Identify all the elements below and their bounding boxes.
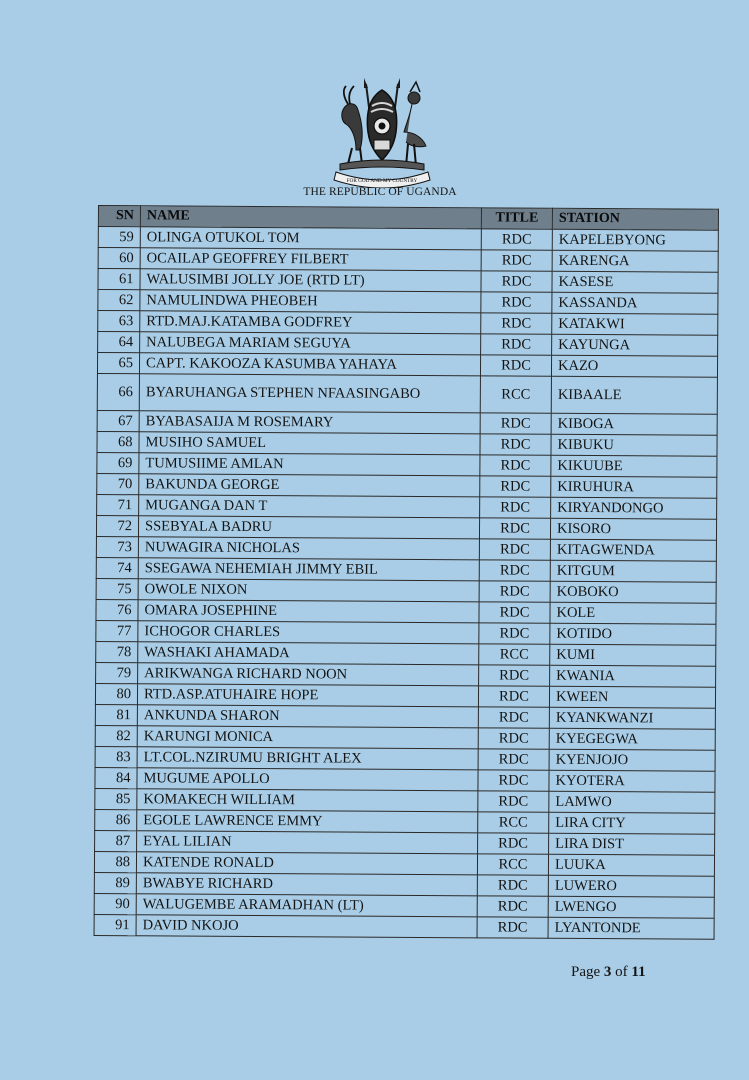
cell-station: KIRYANDONGO [551, 497, 717, 519]
table-row [94, 872, 714, 897]
table-row [94, 851, 714, 876]
cell-station: LWENGO [548, 896, 714, 918]
table-row [98, 227, 718, 252]
cell-station: KATAKWI [552, 313, 718, 335]
cell-title: RDC [481, 250, 552, 271]
cell-station: KAZO [551, 355, 717, 377]
cell-title: RDC [479, 665, 550, 686]
cell-title: RDC [477, 875, 548, 896]
cell-sn: 66 [97, 373, 139, 410]
cell-title: RDC [479, 581, 550, 602]
cell-sn: 71 [97, 494, 139, 515]
column-header-title: TITLE [481, 208, 552, 229]
cell-station: LIRA DIST [549, 833, 715, 855]
cell-sn: 62 [98, 290, 140, 311]
cell-station: KWEEN [549, 686, 715, 708]
cell-station: KISORO [550, 518, 716, 540]
cell-name: KARUNGI MONICA [137, 726, 478, 749]
cell-title: RDC [477, 917, 548, 938]
cell-sn: 67 [97, 410, 139, 431]
cell-sn: 76 [96, 599, 138, 620]
cell-name: NALUBEGA MARIAM SEGUYA [140, 332, 481, 355]
cell-sn: 73 [96, 536, 138, 557]
cell-title: RDC [478, 770, 549, 791]
table-row [94, 914, 714, 939]
cell-station: KAPELEBYONG [552, 229, 718, 251]
cell-sn: 89 [94, 872, 136, 893]
cell-station: KIKUUBE [551, 455, 717, 477]
cell-name: CAPT. KAKOOZA KASUMBA YAHAYA [139, 353, 480, 376]
cell-name: RTD.ASP.ATUHAIRE HOPE [137, 684, 478, 707]
cell-station: LYANTONDE [548, 917, 714, 939]
cell-sn: 87 [95, 830, 137, 851]
cell-sn: 64 [98, 332, 140, 353]
cell-title: RDC [480, 497, 551, 518]
column-header-station: STATION [552, 208, 718, 230]
table-row [98, 311, 718, 336]
table-row [95, 767, 715, 792]
cell-sn: 82 [95, 725, 137, 746]
cell-station: KASESE [552, 271, 718, 293]
cell-sn: 84 [95, 767, 137, 788]
cell-sn: 61 [98, 269, 140, 290]
page-word: Page [571, 964, 601, 980]
table-row [94, 893, 714, 918]
table-row [95, 830, 715, 855]
cell-name: SSEBYALA BADRU [138, 516, 479, 539]
cell-title: RDC [481, 229, 552, 250]
cell-station: KIBOGA [551, 413, 717, 435]
cell-title: RDC [479, 539, 550, 560]
cell-station: KIBAALE [551, 376, 717, 414]
cell-name: EYAL LILIAN [137, 831, 478, 854]
cell-sn: 90 [94, 893, 136, 914]
current-page: 3 [603, 964, 612, 980]
cell-station: KIBUKU [551, 434, 717, 456]
cell-name: BAKUNDA GEORGE [139, 474, 480, 497]
cell-station: KYANKWANZI [549, 707, 715, 729]
table-row [95, 746, 715, 771]
cell-sn: 80 [95, 683, 137, 704]
table-row [97, 473, 717, 498]
table-row [97, 431, 717, 456]
motto-text: FOR GOD AND MY COUNTRY [346, 178, 418, 184]
table-row [98, 290, 718, 315]
table-row [96, 578, 716, 603]
cell-sn: 91 [94, 914, 136, 935]
cell-station: KUMI [550, 644, 716, 666]
cell-sn: 65 [97, 353, 139, 374]
cell-sn: 86 [95, 809, 137, 830]
table-row [98, 269, 718, 294]
cell-station: KARENGA [552, 250, 718, 272]
cell-sn: 77 [96, 620, 138, 641]
cell-title: RDC [478, 791, 549, 812]
cell-title: RDC [481, 292, 552, 313]
cell-sn: 78 [96, 641, 138, 662]
cell-name: OCAILAP GEOFFREY FILBERT [140, 248, 481, 271]
cell-name: WALUSIMBI JOLLY JOE (RTD LT) [140, 269, 481, 292]
table-row [96, 557, 716, 582]
cell-title: RDC [477, 896, 548, 917]
cell-name: OMARA JOSEPHINE [138, 600, 479, 623]
appointments-table [94, 205, 719, 940]
cell-title: RDC [478, 686, 549, 707]
cell-station: KOBOKO [550, 581, 716, 603]
total-pages: 11 [631, 964, 646, 980]
cell-sn: 69 [97, 452, 139, 473]
cell-station: LAMWO [549, 791, 715, 813]
cell-title: RDC [480, 455, 551, 476]
cell-sn: 70 [97, 473, 139, 494]
table-row [96, 515, 716, 540]
cell-name: KATENDE RONALD [136, 852, 477, 875]
table-row [97, 373, 717, 414]
cell-sn: 74 [96, 557, 138, 578]
cell-name: ARIKWANGA RICHARD NOON [138, 663, 479, 686]
table-row [97, 353, 717, 378]
cell-title: RDC [480, 434, 551, 455]
table-row [96, 620, 716, 645]
cell-title: RDC [480, 413, 551, 434]
cell-name: MUGUME APOLLO [137, 768, 478, 791]
cell-name: OLINGA OTUKOL TOM [140, 227, 481, 250]
cell-sn: 63 [98, 311, 140, 332]
cell-title: RCC [480, 376, 551, 413]
cell-station: KYENJOJO [549, 749, 715, 771]
cell-title: RDC [480, 476, 551, 497]
cell-name: DAVID NKOJO [136, 915, 477, 938]
column-header-name: NAME [140, 206, 481, 229]
cell-name: ICHOGOR CHARLES [138, 621, 479, 644]
cell-name: TUMUSIIME AMLAN [139, 453, 480, 476]
cell-station: KIRUHURA [551, 476, 717, 498]
cell-title: RDC [481, 334, 552, 355]
table-row [97, 494, 717, 519]
republic-heading: THE REPUBLIC OF UGANDA [303, 186, 457, 198]
cell-name: RTD.MAJ.KATAMBA GODFREY [140, 311, 481, 334]
cell-name: BYABASAIJA M ROSEMARY [139, 411, 480, 434]
cell-name: LT.COL.NZIRUMU BRIGHT ALEX [137, 747, 478, 770]
cell-title: RCC [478, 812, 549, 833]
cell-title: RDC [478, 728, 549, 749]
cell-station: KASSANDA [552, 292, 718, 314]
cell-title: RDC [479, 518, 550, 539]
cell-name: NUWAGIRA NICHOLAS [138, 537, 479, 560]
cell-name: EGOLE LAWRENCE EMMY [137, 810, 478, 833]
cell-station: KOTIDO [550, 623, 716, 645]
cell-name: KOMAKECH WILLIAM [137, 789, 478, 812]
cell-sn: 83 [95, 746, 137, 767]
cell-name: MUGANGA DAN T [139, 495, 480, 518]
cell-name: BYARUHANGA STEPHEN NFAASINGABO [139, 374, 480, 413]
cell-title: RDC [478, 833, 549, 854]
cell-station: LIRA CITY [549, 812, 715, 834]
page-number [571, 964, 646, 981]
cell-sn: 60 [98, 248, 140, 269]
cell-station: LUWERO [548, 875, 714, 897]
cell-station: KOLE [550, 602, 716, 624]
cell-station: KWANIA [550, 665, 716, 687]
cell-name: BWABYE RICHARD [136, 873, 477, 896]
cell-title: RDC [480, 355, 551, 376]
table-row [96, 641, 716, 666]
cell-title: RDC [478, 707, 549, 728]
table-row [98, 248, 718, 273]
cell-title: RCC [477, 854, 548, 875]
cell-station: LUUKA [548, 854, 714, 876]
table-row [96, 599, 716, 624]
cell-sn: 79 [96, 662, 138, 683]
cell-title: RCC [479, 644, 550, 665]
cell-sn: 68 [97, 431, 139, 452]
cell-station: KITGUM [550, 560, 716, 582]
table-row [95, 809, 715, 834]
cell-name: NAMULINDWA PHEOBEH [140, 290, 481, 313]
of-word: of [615, 964, 628, 980]
cell-station: KYOTERA [549, 770, 715, 792]
cell-name: SSEGAWA NEHEMIAH JIMMY EBIL [138, 558, 479, 581]
cell-sn: 75 [96, 578, 138, 599]
cell-sn: 85 [95, 788, 137, 809]
cell-sn: 81 [95, 704, 137, 725]
cell-station: KAYUNGA [552, 334, 718, 356]
cell-name: WASHAKI AHAMADA [138, 642, 479, 665]
coat-of-arms-icon [326, 76, 438, 188]
cell-sn: 59 [98, 227, 140, 248]
cell-title: RDC [479, 623, 550, 644]
table-row [95, 788, 715, 813]
cell-sn: 72 [96, 515, 138, 536]
cell-station: KYEGEGWA [549, 728, 715, 750]
cell-title: RDC [481, 313, 552, 334]
cell-name: OWOLE NIXON [138, 579, 479, 602]
table-row [97, 452, 717, 477]
cell-name: MUSIHO SAMUEL [139, 432, 480, 455]
cell-name: ANKUNDA SHARON [137, 705, 478, 728]
cell-title: RDC [478, 749, 549, 770]
table-row [96, 536, 716, 561]
cell-sn: 88 [94, 851, 136, 872]
cell-station: KITAGWENDA [550, 539, 716, 561]
cell-title: RDC [481, 271, 552, 292]
table-row [97, 410, 717, 435]
cell-name: WALUGEMBE ARAMADHAN (LT) [136, 894, 477, 917]
table-row [98, 332, 718, 357]
cell-title: RDC [479, 602, 550, 623]
table-row [95, 725, 715, 750]
column-header-sn: SN [98, 206, 140, 227]
cell-title: RDC [479, 560, 550, 581]
